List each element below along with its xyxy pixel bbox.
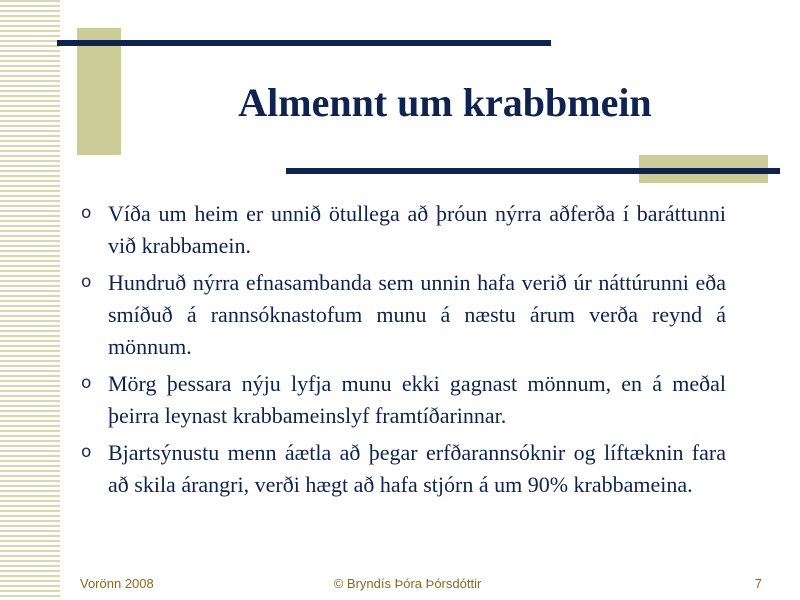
bullet-circle-icon: o bbox=[81, 373, 92, 393]
bullet-item bbox=[80, 198, 726, 262]
decorative-line-bottom bbox=[286, 168, 780, 174]
footer-author: © Bryndís Þóra Þórsdóttir bbox=[333, 576, 482, 591]
footer-term: Vorönn 2008 bbox=[80, 576, 154, 591]
bullet-item bbox=[80, 368, 726, 432]
bullet-text: Mörg þessara nýju lyfja munu ekki gagnast mönnum, en á meðal þeirra leynast krabbameinslyf framtíðarinnar. bbox=[108, 371, 726, 428]
bullet-text: Víða um heim er unnið ötullega að þróun nýrra aðferða í baráttunni við krabbamein. bbox=[108, 201, 726, 258]
bullet-text: Hundruð nýrra efnasambanda sem unnin hafa verið úr náttúrunni eða smíðuð á rannsóknastofum munu á næstu árum verða reynd á mönnum. bbox=[108, 270, 726, 359]
bullet-text: Bjartsýnustu menn áætla að þegar erfðarannsóknir og líftæknin fara að skila árangri, verði hægt að hafa stjórn á um 90% krabbameina. bbox=[108, 440, 726, 497]
slide-title: Almennt um krabbmein bbox=[238, 80, 652, 125]
decorative-stripes bbox=[0, 0, 60, 600]
bullet-circle-icon: o bbox=[81, 203, 92, 223]
bullet-item bbox=[80, 267, 726, 363]
bullet-item bbox=[80, 437, 726, 501]
accent-block-top bbox=[77, 28, 121, 155]
bullet-circle-icon: o bbox=[81, 272, 92, 292]
decorative-line-top bbox=[57, 40, 551, 46]
bullet-circle-icon: o bbox=[81, 442, 92, 462]
page-number: 7 bbox=[754, 576, 762, 591]
bullet-list bbox=[80, 198, 726, 506]
